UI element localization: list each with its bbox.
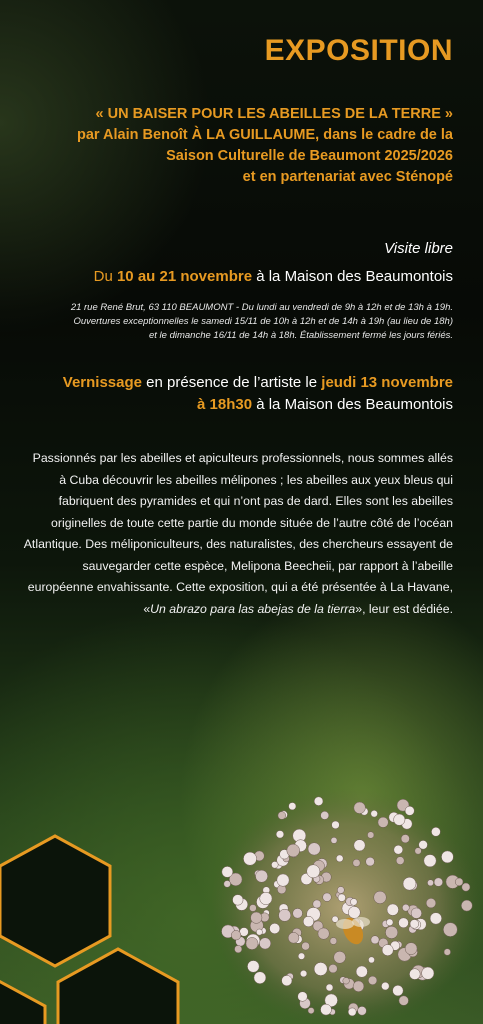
- address-line-3: et le dimanche 16/11 de 14h à 18h. Établissement fermé les jours fériés.: [149, 330, 453, 341]
- flower-floret: [426, 898, 436, 908]
- flower-floret: [366, 857, 375, 866]
- address-line-2: Ouvertures exceptionnelles le samedi 15/11 de 10h à 12h et de 14h à 19h (au lieu de 18h): [73, 316, 453, 327]
- flower-floret: [410, 920, 419, 929]
- flower-floret: [330, 938, 337, 945]
- exhibition-dates: [23, 268, 453, 285]
- flower-image: [195, 768, 483, 1024]
- flower-floret: [386, 919, 393, 926]
- visit-info: Visite libre: [384, 240, 453, 257]
- flower-floret: [303, 916, 314, 927]
- flower-floret: [279, 909, 291, 921]
- flower-floret: [249, 905, 256, 912]
- flower-floret: [348, 906, 360, 918]
- flower-floret: [321, 811, 329, 819]
- hexagon-shape: [0, 979, 45, 1024]
- flower-floret: [462, 883, 470, 891]
- flower-floret: [289, 803, 296, 810]
- flower-floret: [443, 923, 457, 937]
- flower-floret: [233, 895, 244, 906]
- flower-floret: [329, 964, 338, 973]
- flower-floret: [222, 866, 233, 877]
- flower-floret: [260, 892, 272, 904]
- flower-floret: [300, 970, 307, 977]
- vernissage-date: jeudi 13 novembre: [321, 374, 453, 391]
- flower-floret: [353, 981, 364, 992]
- flower-floret: [350, 899, 357, 906]
- flower-floret: [385, 926, 397, 938]
- description-text: Passionnés par les abeilles et apiculteurs professionnels, nous sommes allés à Cuba découvrir les abeilles mélipones ; les abeilles aux yeux bleus qui fabriquent des pyramides et qui n’ont pas de dard. Elles sont les abeilles originelles de toute cette partie du monde située de l’autre côté de l’océan Atlantique. Des méliponiculteurs, des naturalistes, des chercheurs essayent de sauvegarder cette espèce, Melipona Beecheii, par rapport à l’abeille européenne envahissante. Cette exposition, qui a été présentée à La Havane, «: [23, 451, 453, 616]
- flower-floret: [247, 961, 259, 973]
- flower-floret: [334, 951, 346, 963]
- flower-floret: [356, 966, 367, 977]
- flower-floret: [318, 928, 329, 939]
- flower-floret: [270, 923, 280, 933]
- hexagon-shape: [58, 949, 178, 1024]
- flower-floret: [396, 857, 404, 865]
- flower-floret: [431, 827, 440, 836]
- flower-floret: [235, 945, 242, 952]
- address-hours: [13, 301, 453, 343]
- flower-floret: [314, 797, 323, 806]
- flower-floret: [288, 932, 299, 943]
- flower-floret: [246, 937, 258, 949]
- flower-floret: [336, 855, 343, 862]
- flower-floret: [371, 810, 378, 817]
- flower-floret: [402, 904, 409, 911]
- flower-floret: [405, 806, 414, 815]
- flower-floret: [298, 953, 305, 960]
- flower-floret: [287, 844, 300, 857]
- address-line-1: 21 rue René Brut, 63 110 BEAUMONT - Du lundi au vendredi de 9h à 12h et de 13h à 19h.: [70, 302, 453, 313]
- flower-floret: [371, 936, 379, 944]
- flower-floret: [276, 831, 284, 839]
- flower-floret: [271, 861, 278, 868]
- flower-floret: [353, 859, 360, 866]
- flower-floret: [326, 984, 333, 991]
- flower-floret: [422, 967, 434, 979]
- flower-floret: [343, 978, 350, 985]
- flower-floret: [277, 874, 289, 886]
- flower-floret: [368, 976, 377, 985]
- subtitle-line-2: par Alain Benoît À LA GUILLAUME, dans le cadre de la: [77, 127, 453, 143]
- dates-prefix: Du: [93, 268, 117, 285]
- subtitle-line-1: « UN BAISER POUR LES ABEILLES DE LA TERRE »: [95, 106, 453, 122]
- flower-floret: [393, 985, 404, 996]
- flower-floret: [387, 904, 399, 916]
- flower-floret: [308, 843, 320, 855]
- flower-floret: [394, 814, 405, 825]
- flower-floret: [455, 878, 463, 886]
- flower-floret: [399, 918, 409, 928]
- flower-floret: [314, 962, 327, 975]
- flower-floret: [323, 893, 332, 902]
- flower-floret: [399, 996, 409, 1006]
- vernissage-text: en présence de l’artiste le: [142, 374, 322, 391]
- flower-floret: [331, 837, 337, 843]
- flower-floret: [321, 1004, 332, 1015]
- flower-floret: [224, 881, 231, 888]
- hexagon-shape: [0, 836, 110, 966]
- flower-floret: [313, 900, 321, 908]
- flower-floret: [251, 912, 262, 923]
- vernissage-info: [13, 372, 453, 416]
- flower-floret: [256, 870, 268, 882]
- flower-floret: [337, 887, 344, 894]
- vernissage-label: Vernissage: [62, 374, 142, 391]
- flower-floret: [441, 851, 453, 863]
- vernissage-time: à 18h30: [197, 396, 253, 413]
- exhibition-title: EXPOSITION: [264, 34, 453, 67]
- flower-floret: [308, 1008, 314, 1014]
- flower-floret: [278, 812, 286, 820]
- description-quote: Un abrazo para las abejas de la tierra: [150, 601, 356, 616]
- flower-floret: [378, 817, 388, 827]
- flower-floret: [254, 972, 266, 984]
- flower-floret: [409, 969, 420, 980]
- flower-floret: [430, 913, 442, 925]
- flower-floret: [444, 949, 451, 956]
- flower-floret: [401, 835, 409, 843]
- honeycomb-decoration: [0, 824, 200, 1024]
- flower-floret: [381, 982, 389, 990]
- exhibition-subtitle: [33, 104, 453, 188]
- dates-range: 10 au 21 novembre: [116, 268, 253, 285]
- subtitle-line-3: Saison Culturelle de Beaumont 2025/2026: [166, 148, 453, 164]
- subtitle-line-4: et en partenariat avec Sténopé: [242, 169, 453, 185]
- flower-floret: [403, 877, 416, 890]
- flower-floret: [259, 938, 270, 949]
- flower-floret: [424, 855, 436, 867]
- description-paragraph: [23, 448, 453, 620]
- flower-floret: [374, 891, 387, 904]
- flower-floret: [302, 942, 310, 950]
- flower-floret: [394, 845, 403, 854]
- flower-floret: [293, 908, 303, 918]
- flower-floret: [354, 840, 365, 851]
- flower-floret: [338, 894, 346, 902]
- flower-floret: [368, 957, 374, 963]
- flower-floret: [411, 908, 422, 919]
- dates-place: à la Maison des Beaumontois: [252, 268, 453, 285]
- flower-floret: [298, 992, 308, 1002]
- flower-floret: [256, 929, 262, 935]
- flower-floret: [348, 1008, 356, 1016]
- flower-floret: [405, 943, 417, 955]
- flower-floret: [419, 840, 428, 849]
- vernissage-place: à la Maison des Beaumontois: [252, 396, 453, 413]
- flower-floret: [367, 832, 374, 839]
- flower-floret: [231, 930, 241, 940]
- flower-floret: [358, 1006, 367, 1015]
- flower-floret: [243, 852, 256, 865]
- flower-floret: [461, 900, 472, 911]
- flower-floret: [332, 821, 340, 829]
- flower-floret: [354, 802, 366, 814]
- description-end: », leur est dédiée.: [355, 601, 453, 616]
- flower-floret: [427, 880, 433, 886]
- flower-floret: [282, 975, 292, 985]
- flower-floret: [307, 865, 320, 878]
- flower-floret: [434, 878, 443, 887]
- flower-floret: [382, 945, 393, 956]
